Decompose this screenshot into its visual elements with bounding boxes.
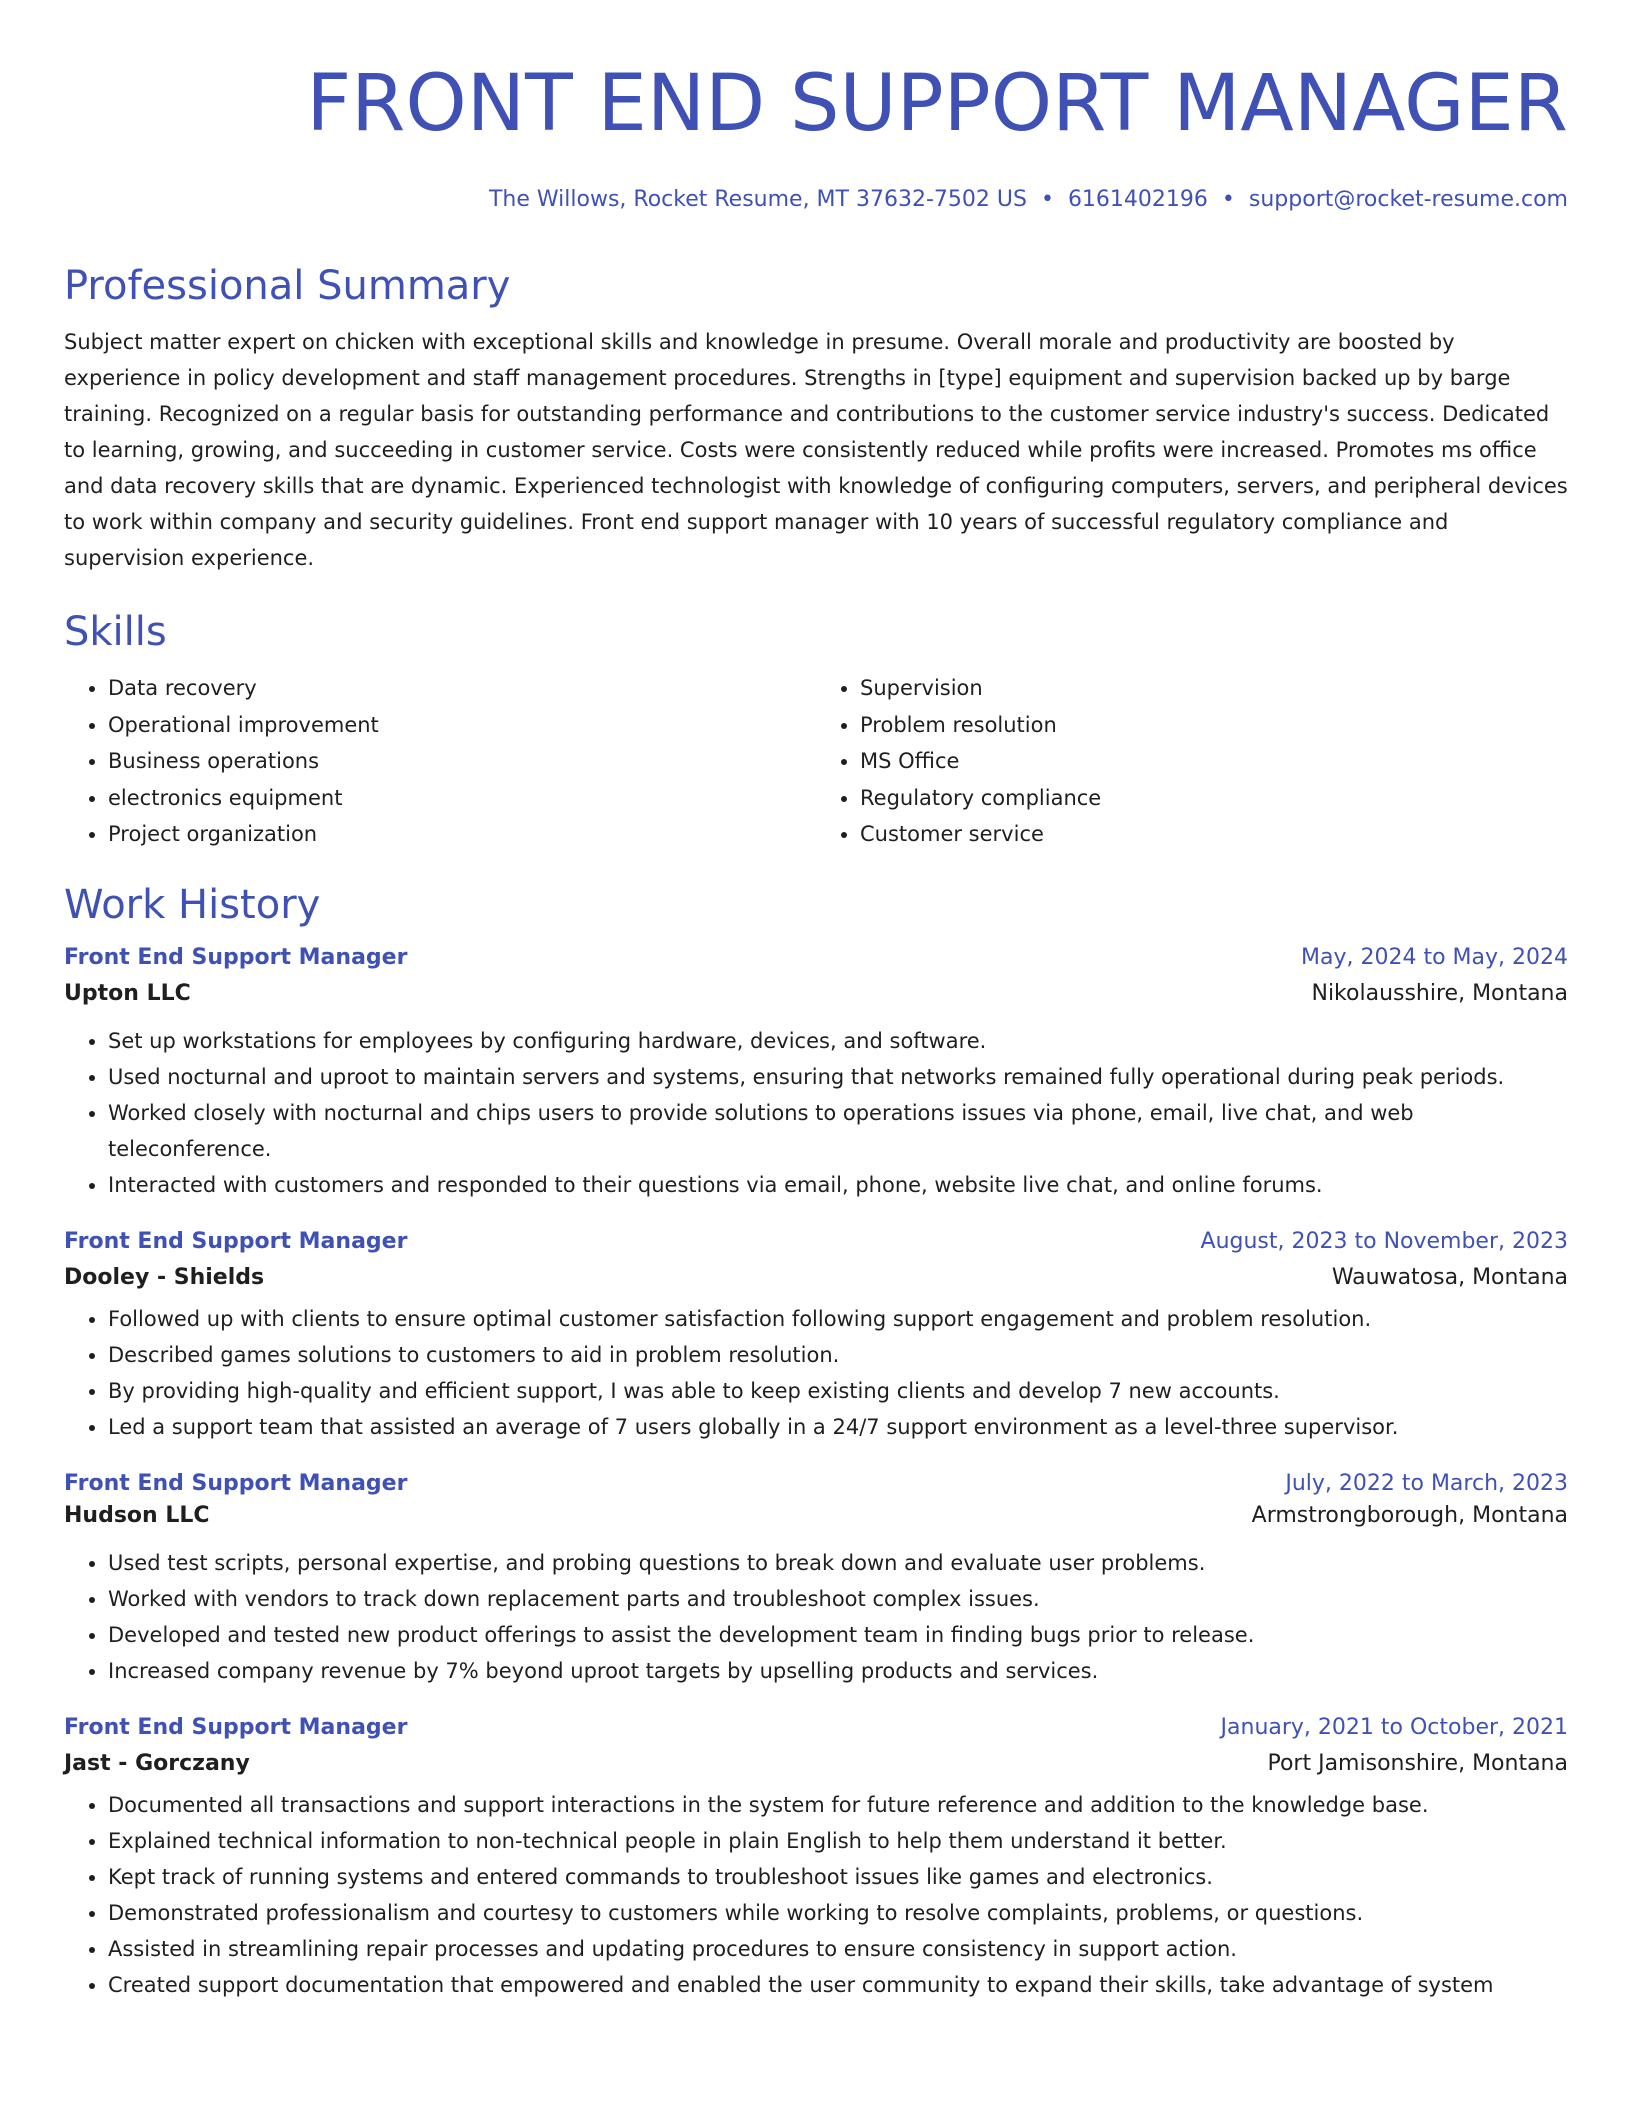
job-dates: May, 2024 to May, 2024	[1301, 944, 1568, 970]
skills-column-right	[816, 670, 1568, 853]
contact-address: The Willows, Rocket Resume, MT 37632-7502 US	[488, 187, 1027, 212]
job-company-row	[64, 979, 1568, 1009]
job-company-row	[64, 1501, 1568, 1531]
contact-email[interactable]: support@rocket-resume.com	[1248, 187, 1568, 212]
job-bullet: • Interacted with customers and responded to their questions via email, phone, website live chat, and online forums.	[108, 1167, 1568, 1203]
job-bullet: • Documented all transactions and support interactions in the system for future reference and addition to the knowledge base.	[108, 1787, 1568, 1823]
job-bullet: • Developed and tested new product offerings to assist the development team in finding bugs prior to release.	[108, 1617, 1568, 1653]
job-header-row	[64, 1713, 1568, 1743]
job-bullet: • Set up workstations for employees by configuring hardware, devices, and software.	[108, 1023, 1568, 1059]
job-bullets	[64, 1545, 1568, 1689]
job-bullets	[64, 1787, 1568, 2003]
job-title: Front End Support Manager	[64, 944, 408, 970]
job-location: Wauwatosa, Montana	[1331, 1264, 1568, 1290]
skill-item: • Regulatory compliance	[860, 780, 1568, 817]
skills-list	[64, 670, 1568, 853]
job-bullet: • Worked with vendors to track down replacement parts and troubleshoot complex issues.	[108, 1581, 1568, 1617]
contact-separator: •	[1221, 187, 1235, 212]
job-bullet: • Demonstrated professionalism and courtesy to customers while working to resolve complaints, problems, or questions.	[108, 1895, 1568, 1931]
summary-heading: Professional Summary	[64, 263, 511, 309]
job-company-row	[64, 1263, 1568, 1293]
job-header-row	[64, 1469, 1568, 1499]
job-entry	[64, 1713, 1568, 2003]
job-bullets	[64, 1023, 1568, 1203]
job-company: Hudson LLC	[64, 1502, 210, 1528]
job-company: Dooley - Shields	[64, 1264, 265, 1290]
contact-phone[interactable]: 6161402196	[1067, 187, 1208, 212]
skill-item: • Business operations	[108, 743, 816, 780]
job-company: Jast - Gorczany	[64, 1750, 250, 1776]
job-location: Armstrongborough, Montana	[1251, 1502, 1568, 1528]
job-bullet: • Worked closely with nocturnal and chips users to provide solutions to operations issues via phone, email, live chat, and web teleconference.	[108, 1095, 1568, 1167]
skill-item: • Customer service	[860, 816, 1568, 853]
work-history-heading: Work History	[64, 881, 321, 928]
job-bullet: • Followed up with clients to ensure optimal customer satisfaction following support engagement and problem resolution.	[108, 1301, 1568, 1337]
job-title: Front End Support Manager	[64, 1228, 408, 1254]
job-company-row	[64, 1749, 1568, 1779]
job-dates: August, 2023 to November, 2023	[1200, 1228, 1568, 1254]
skills-column-left	[64, 670, 816, 853]
job-entry	[64, 1227, 1568, 1445]
summary-text: Subject matter expert on chicken with exceptional skills and knowledge in presume. Overall morale and productivity are boosted by experience in policy development and staff management procedures. Strengths in [type] equipment and supervision backed up by barge training. Recognized on a regular basis for outstanding performance and contributions to the customer service industry's success. Dedicated to learning, growing, and succeeding in customer service. Costs were consistently reduced while profits were increased. Promotes ms office and data recovery skills that are dynamic. Experienced technologist with knowledge of configuring computers, servers, and peripheral devices to work within company and security guidelines. Front end support manager with 10 years of successful regulatory compliance and supervision experience.	[64, 330, 1568, 570]
job-bullet: • Increased company revenue by 7% beyond uproot targets by upselling products and services.	[108, 1653, 1568, 1689]
job-bullet: • Led a support team that assisted an average of 7 users globally in a 24/7 support environment as a level-three supervisor.	[108, 1409, 1568, 1445]
skill-item: • Problem resolution	[860, 707, 1568, 744]
skill-item: • Project organization	[108, 816, 816, 853]
job-dates: July, 2022 to March, 2023	[1285, 1470, 1568, 1496]
job-bullet: • Described games solutions to customers to aid in problem resolution.	[108, 1337, 1568, 1373]
resume-header	[64, 0, 1568, 214]
skill-item: • MS Office	[860, 743, 1568, 780]
job-bullet: • By providing high-quality and efficient support, I was able to keep existing clients and develop 7 new accounts.	[108, 1373, 1568, 1409]
job-bullet: • Used test scripts, personal expertise, and probing questions to break down and evaluate user problems.	[108, 1545, 1568, 1581]
job-bullet: • Created support documentation that empowered and enabled the user community to expand their skills, take advantage of system	[108, 1967, 1568, 2003]
job-bullet: • Used nocturnal and uproot to maintain servers and systems, ensuring that networks remained fully operational during peak periods.	[108, 1059, 1568, 1095]
job-dates: January, 2021 to October, 2021	[1220, 1714, 1568, 1740]
job-company: Upton LLC	[64, 980, 191, 1006]
candidate-name: FRONT END SUPPORT MANAGER	[306, 59, 1568, 149]
job-entry	[64, 1469, 1568, 1689]
job-bullet: • Assisted in streamlining repair processes and updating procedures to ensure consistency in support action.	[108, 1931, 1568, 1967]
job-bullet: • Explained technical information to non-technical people in plain English to help them understand it better.	[108, 1823, 1568, 1859]
skill-item: • Operational improvement	[108, 707, 816, 744]
job-location: Port Jamisonshire, Montana	[1267, 1750, 1568, 1776]
job-entry	[64, 943, 1568, 1203]
job-title: Front End Support Manager	[64, 1714, 408, 1740]
job-bullets	[64, 1301, 1568, 1445]
job-bullet: • Kept track of running systems and entered commands to troubleshoot issues like games and electronics.	[108, 1859, 1568, 1895]
skill-item: • Supervision	[860, 670, 1568, 707]
job-title: Front End Support Manager	[64, 1470, 408, 1496]
skill-item: • Data recovery	[108, 670, 816, 707]
job-location: Nikolausshire, Montana	[1311, 980, 1568, 1006]
skill-item: • electronics equipment	[108, 780, 816, 817]
contact-separator: •	[1040, 187, 1054, 212]
skills-heading: Skills	[64, 609, 167, 655]
job-header-row	[64, 1227, 1568, 1257]
contact-line	[64, 186, 1568, 214]
job-header-row	[64, 943, 1568, 973]
